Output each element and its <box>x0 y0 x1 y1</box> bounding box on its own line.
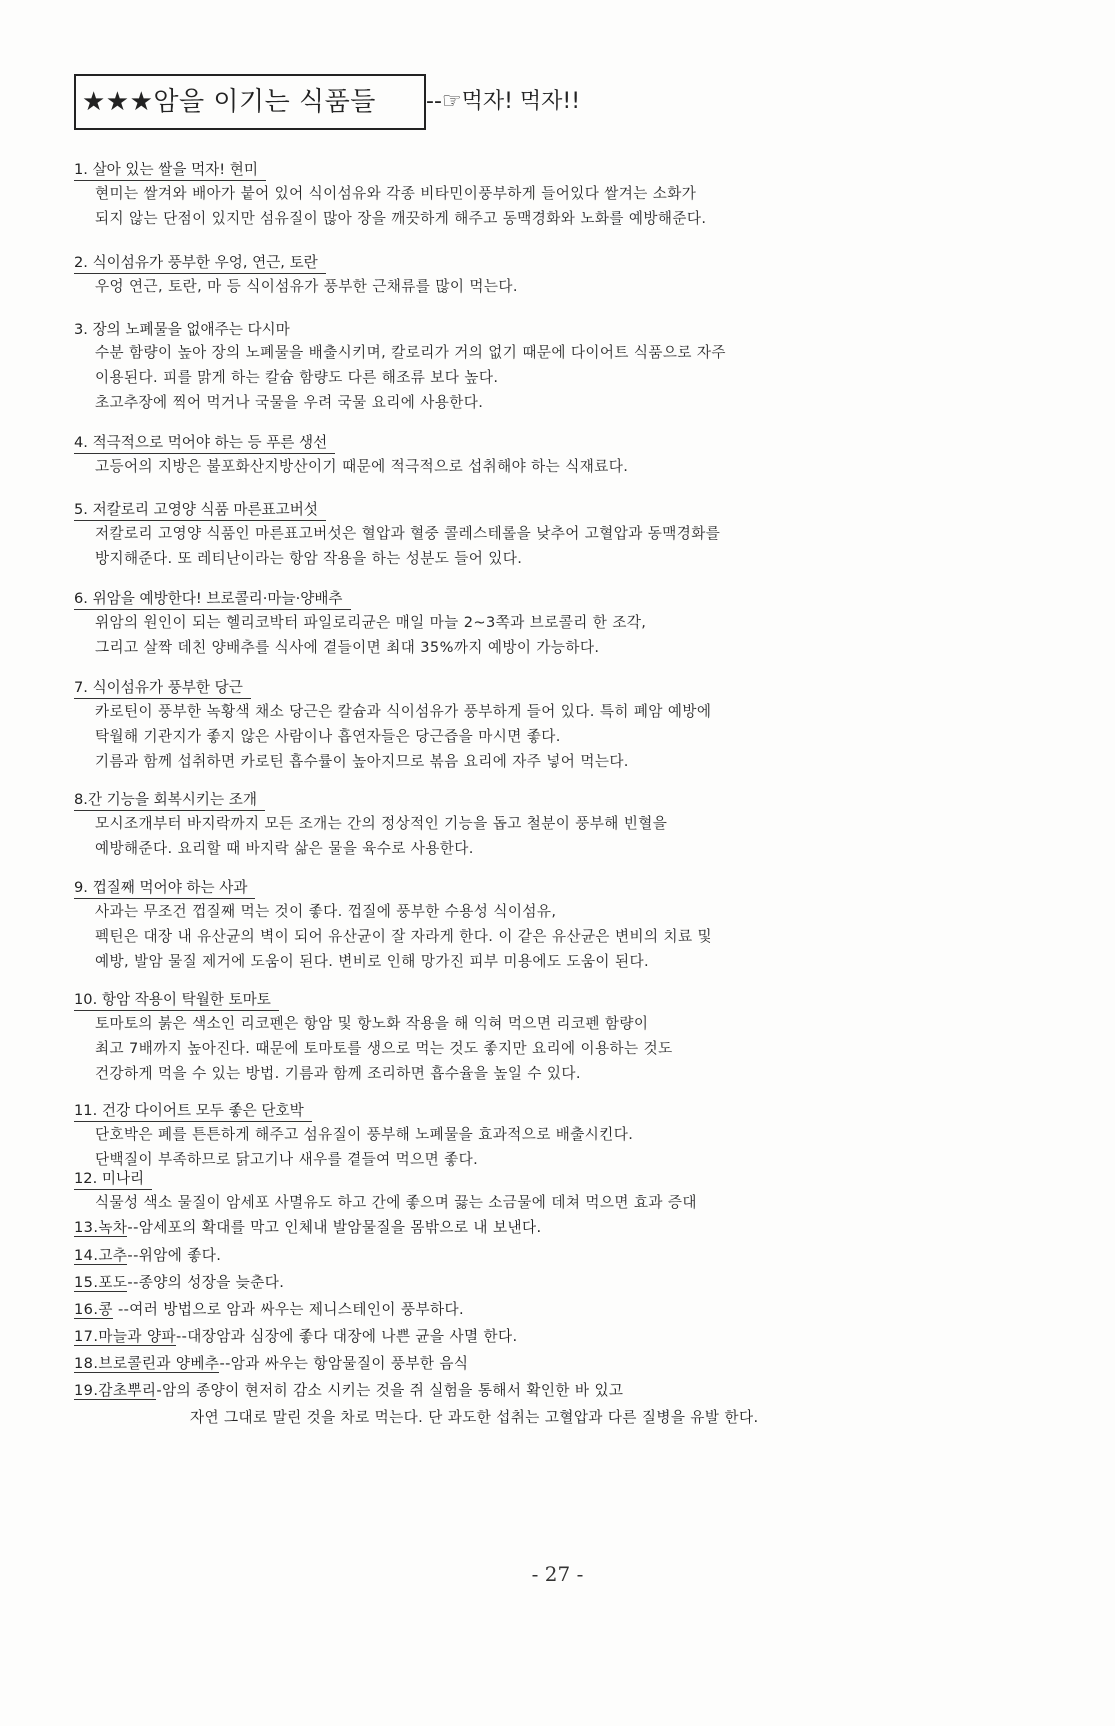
item-heading: 5. 저칼로리 고영양 식품 마른표고버섯 <box>74 500 326 521</box>
item-heading: 8.간 기능을 회복시키는 조개 <box>74 790 265 811</box>
food-item-4 <box>74 433 974 479</box>
item-label: 14.고추 <box>74 1247 128 1264</box>
item-text-line: 기름과 함께 섭취하면 카로틴 흡수률이 높아지므로 볶음 요리에 자주 넣어 먹는다. <box>95 753 629 770</box>
item-text: --종양의 성장을 늦춘다. <box>127 1274 285 1291</box>
food-item-12 <box>74 1169 974 1215</box>
page-title <box>74 74 714 132</box>
item-text-line: 수분 함량이 높아 장의 노폐물을 배출시키며, 칼로리가 거의 없기 때문에 다이어트 식품으로 자주 <box>95 344 726 361</box>
item-heading: 11. 건강 다이어트 모두 좋은 단호박 <box>74 1101 312 1122</box>
item-text: --암세포의 확대를 막고 인체내 발암물질을 몸밖으로 내 보낸다. <box>127 1219 542 1236</box>
item-text-line: 사과는 무조건 껍질째 먹는 것이 좋다. 껍질에 풍부한 수용성 식이섬유, <box>95 903 557 920</box>
item-heading: 1. 살아 있는 쌀을 먹자! 현미 <box>74 160 266 181</box>
food-item-15 <box>74 1272 284 1294</box>
item-text-line: 예방해준다. 요리할 때 바지락 삶은 물을 육수로 사용한다. <box>95 840 474 857</box>
item-text: -암의 종양이 현저히 감소 시키는 것을 쥐 실험을 통해서 확인한 바 있고 <box>156 1382 624 1399</box>
item-text-line: 토마토의 붉은 색소인 리코펜은 항암 및 항노화 작용을 해 익혀 먹으면 리코펜 함량이 <box>95 1015 649 1032</box>
item-heading: 10. 항암 작용이 탁월한 토마토 <box>74 990 279 1011</box>
item-text-line: 단호박은 폐를 튼튼하게 해주고 섬유질이 풍부해 노폐물을 효과적으로 배출시킨다. <box>95 1126 634 1143</box>
item-text-line: 예방, 발암 물질 제거에 도움이 된다. 변비로 인해 망가진 피부 미용에도 도움이 된다. <box>95 953 650 970</box>
food-item-7 <box>74 678 974 774</box>
item-text-line: 식물성 색소 물질이 암세포 사멸유도 하고 간에 좋으며 끓는 소금물에 데쳐 먹으면 효과 증대 <box>95 1194 697 1211</box>
item-text-line: 모시조개부터 바지락까지 모든 조개는 간의 정상적인 기능을 돕고 철분이 풍부해 빈혈을 <box>95 815 668 832</box>
food-item-5 <box>74 500 974 571</box>
food-item-8 <box>74 790 974 861</box>
page-number: - 27 - <box>531 1562 584 1586</box>
item-heading: 6. 위암을 예방한다! 브로콜리·마늘·양배추 <box>74 589 351 610</box>
item-text-line: 위암의 원인이 되는 헬리코박터 파일로리균은 매일 마늘 2~3쪽과 브로콜리 한 조각, <box>95 614 647 631</box>
food-item-13 <box>74 1217 542 1239</box>
item-heading: 3. 장의 노폐물을 없애주는 다시마 <box>74 321 290 338</box>
item-19-continuation: 자연 그대로 말린 것을 차로 먹는다. 단 과도한 섭취는 고혈압과 다른 질병을 유발 한다. <box>190 1409 759 1426</box>
item-text-line: 현미는 쌀겨와 배아가 붙어 있어 식이섬유와 각종 비타민이풍부하게 들어있다 쌀겨는 소화가 <box>95 185 697 202</box>
food-item-3 <box>74 320 974 415</box>
item-heading: 2. 식이섬유가 풍부한 우엉, 연근, 토란 <box>74 253 326 274</box>
food-item-14 <box>74 1245 221 1267</box>
item-text-line: 저칼로리 고영양 식품인 마른표고버섯은 혈압과 혈중 콜레스테롤을 낮추어 고혈압과 동맥경화를 <box>95 525 721 542</box>
item-text-line: 그리고 살짝 데친 양배추를 식사에 곁들이면 최대 35%까지 예방이 가능하다. <box>95 639 600 656</box>
title-tail: --☞먹자! 먹자!! <box>426 89 581 114</box>
item-heading: 9. 껍질째 먹어야 하는 사과 <box>74 878 255 899</box>
item-text-line: 탁월해 기관지가 좋지 않은 사람이나 흡연자들은 당근즙을 마시면 좋다. <box>95 728 561 745</box>
food-item-19 <box>74 1380 623 1402</box>
item-text-line: 초고추장에 찍어 먹거나 국물을 우려 국물 요리에 사용한다. <box>95 394 484 411</box>
item-text-line: 우엉 연근, 토란, 마 등 식이섬유가 풍부한 근채류를 많이 먹는다. <box>95 278 518 295</box>
food-item-9 <box>74 878 974 974</box>
food-item-11 <box>74 1101 974 1172</box>
title-box: ★★★암을 이기는 식품들 <box>74 74 426 130</box>
item-text-line: 펙틴은 대장 내 유산균의 벽이 되어 유산균이 잘 자라게 한다. 이 같은 유산균은 변비의 치료 및 <box>95 928 713 945</box>
item-text: --여러 방법으로 암과 싸우는 제니스테인이 풍부하다. <box>112 1301 464 1318</box>
item-label: 13.녹차 <box>74 1219 128 1236</box>
item-heading: 4. 적극적으로 먹어야 하는 등 푸른 생선 <box>74 433 335 454</box>
item-label: 15.포도 <box>74 1274 128 1291</box>
item-heading: 12. 미나리 <box>74 1169 152 1190</box>
food-item-18 <box>74 1353 468 1375</box>
item-text-line: 고등어의 지방은 불포화산지방산이기 때문에 적극적으로 섭취해야 하는 식재료다. <box>95 458 629 475</box>
item-label: 19.감초뿌리 <box>74 1382 157 1399</box>
food-item-2 <box>74 253 974 299</box>
item-text-line: 최고 7배까지 높아진다. 때문에 토마토를 생으로 먹는 것도 좋지만 요리에 이용하는 것도 <box>95 1040 673 1057</box>
item-label: 17.마늘과 양파 <box>74 1328 176 1345</box>
item-text-line: 이용된다. 피를 맑게 하는 칼슘 함량도 다른 해조류 보다 높다. <box>95 369 499 386</box>
food-item-10 <box>74 990 974 1086</box>
item-label: 16.콩 <box>74 1301 113 1318</box>
food-item-1 <box>74 160 974 231</box>
item-text: --암과 싸우는 항암물질이 풍부한 음식 <box>219 1355 469 1372</box>
item-text-line: 카로틴이 풍부한 녹황색 채소 당근은 칼슘과 식이섬유가 풍부하게 들어 있다. 특히 폐암 예방에 <box>95 703 712 720</box>
item-text-line: 되지 않는 단점이 있지만 섬유질이 많아 장을 깨끗하게 해주고 동맥경화와 노화를 예방해준다. <box>95 210 707 227</box>
food-item-6 <box>74 589 974 660</box>
item-text: --대장암과 심장에 좋다 대장에 나쁜 균을 사멸 한다. <box>175 1328 518 1345</box>
item-heading: 7. 식이섬유가 풍부한 당근 <box>74 678 251 699</box>
item-label: 18.브로콜린과 양베추 <box>74 1355 220 1372</box>
item-text: --위암에 좋다. <box>127 1247 222 1264</box>
item-text-line: 단백질이 부족하므로 닭고기나 새우를 곁들여 먹으면 좋다. <box>95 1151 479 1168</box>
food-item-17 <box>74 1326 518 1348</box>
item-text-line: 방지해준다. 또 레티난이라는 항암 작용을 하는 성분도 들어 있다. <box>95 550 523 567</box>
food-item-16 <box>74 1299 464 1321</box>
item-text-line: 건강하게 먹을 수 있는 방법. 기름과 함께 조리하면 흡수율을 높일 수 있다. <box>95 1065 581 1082</box>
